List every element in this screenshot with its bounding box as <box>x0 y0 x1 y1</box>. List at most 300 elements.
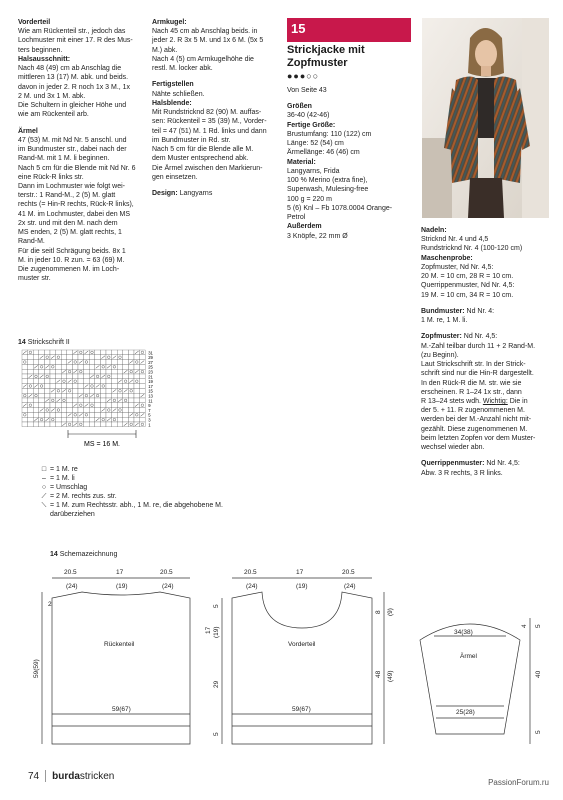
chart-cell <box>100 379 106 384</box>
instructions-column-2 <box>152 18 280 198</box>
chart-cell <box>33 369 39 374</box>
chart-cell <box>44 393 50 398</box>
front-dim-right-b: 48 <box>375 670 382 678</box>
chart-cell <box>89 355 95 360</box>
chart-cell <box>117 355 123 360</box>
chart-cell <box>67 384 73 389</box>
chart-cell <box>117 388 123 393</box>
chart-cell <box>84 398 90 403</box>
model-photo <box>422 18 549 218</box>
chart-cell <box>61 403 67 408</box>
chart-cell <box>95 350 101 355</box>
chart-cell <box>84 364 90 369</box>
chart-cell <box>50 422 56 427</box>
chart-cell <box>95 403 101 408</box>
chart-cell <box>78 379 84 384</box>
chart-cell <box>78 369 84 374</box>
chart-cell <box>44 403 50 408</box>
front-dim-top-right: 20.5 <box>342 569 355 576</box>
groessen-heading: Größen <box>287 103 312 111</box>
chart-cell <box>56 422 62 427</box>
chart-cell <box>28 379 34 384</box>
chart-cell <box>78 403 84 408</box>
brand-bold: burda <box>52 771 80 782</box>
chart-cell <box>61 408 67 413</box>
legend-text: = 2 M. rechts zus. str. <box>50 493 117 500</box>
chart-cell <box>89 422 95 427</box>
chart-cell <box>50 412 56 417</box>
chart-cell <box>123 403 129 408</box>
chart-cell <box>22 398 28 403</box>
legend-item <box>38 492 338 501</box>
chart-cell <box>67 422 73 427</box>
zopfmuster-paragraph: Zopfmuster: Nd Nr. 4,5: M.-Zahl teilbar durch 11 + 2 Rand-M. (zu Beginn). Laut Strickschrift str. In der Strick- schrift sind nur die Hin-R dargestellt. In den Rück-R die M. str. wie sie erscheinen. R 1–24 1x str., dann R 13–24 stets wdh. Wichtig: Die in der 5. + 11. R zugenommenen M. werden bei der M.-Anzahl nicht mit- gezählt. Diese zugenommenen M. beim letzten Zopfen vor dem Muster- wechsel wieder abn. <box>421 333 536 452</box>
chart-cell <box>61 364 67 369</box>
chart-cell <box>44 355 50 360</box>
chart-cell <box>112 379 118 384</box>
legend-item <box>38 501 338 517</box>
brand-light: stricken <box>79 771 115 782</box>
chart-cell <box>72 388 78 393</box>
chart-cell <box>95 393 101 398</box>
chart-row-number: 29 <box>148 355 153 361</box>
chart-cell <box>61 384 67 389</box>
chart-cell <box>56 360 62 365</box>
chart-cell <box>100 369 106 374</box>
chart-cell <box>123 379 129 384</box>
chart-cell <box>117 369 123 374</box>
schematic-drawing <box>0 558 563 748</box>
pattern-number: 15 <box>291 21 306 36</box>
chart-cell <box>39 422 45 427</box>
chart-cell <box>112 398 118 403</box>
chart-cell <box>44 408 50 413</box>
chart-cell <box>134 374 140 379</box>
chart-cell <box>112 393 118 398</box>
sleeve-label: Ärmel <box>460 653 477 660</box>
instructions-column-4 <box>421 226 547 478</box>
chart-cell <box>44 369 50 374</box>
chart-cell <box>117 374 123 379</box>
chart-cell <box>67 369 73 374</box>
chart-cell <box>67 393 73 398</box>
chart-cell <box>89 364 95 369</box>
chart-cell <box>89 388 95 393</box>
chart-cell <box>112 422 118 427</box>
chart-cell <box>123 350 129 355</box>
front-dim-top-left: 20.5 <box>244 569 257 576</box>
chart-cell <box>28 388 34 393</box>
chart-cell <box>50 350 56 355</box>
chart-cell <box>106 422 112 427</box>
legend-symbol: – <box>42 475 46 482</box>
chart-row-numbers <box>148 350 153 427</box>
instructions-column-3 <box>287 86 409 241</box>
chart-cell <box>89 403 95 408</box>
sleeve-outline <box>420 624 520 734</box>
chart-cell <box>56 388 62 393</box>
chart-cell <box>89 384 95 389</box>
chart-cell <box>22 364 28 369</box>
chart-cell <box>28 412 34 417</box>
chart-cell <box>84 393 90 398</box>
fertige-groesse-heading: Fertige Größe: <box>287 121 336 129</box>
chart-cell <box>67 388 73 393</box>
back-dim-side-left: 59(59) <box>33 659 40 678</box>
chart-cell <box>140 379 146 384</box>
chart-cell <box>33 350 39 355</box>
chart-cell <box>134 417 140 422</box>
chart-cell <box>22 374 28 379</box>
chart-cell <box>128 369 134 374</box>
legend-text: = Umschlag <box>50 484 88 491</box>
difficulty-rating: ●●●○○ <box>287 71 320 81</box>
sleeve-dim-right-a: 4 <box>521 624 528 628</box>
chart-cell <box>128 417 134 422</box>
chart-cell <box>128 374 134 379</box>
legend-item <box>38 483 338 492</box>
chart-cell <box>84 355 90 360</box>
back-dim-side-top: 2 <box>48 601 52 608</box>
chart-cell <box>100 364 106 369</box>
chart-cell <box>95 388 101 393</box>
chart-cell <box>112 417 118 422</box>
chart-cell <box>89 379 95 384</box>
chart-cell <box>39 360 45 365</box>
chart-cell <box>50 379 56 384</box>
chart-cell <box>140 422 146 427</box>
chart-cell <box>112 384 118 389</box>
chart-cell <box>84 369 90 374</box>
chart-cell <box>123 355 129 360</box>
chart-cell <box>112 374 118 379</box>
chart-cell <box>78 364 84 369</box>
chart-cell <box>33 388 39 393</box>
chart-cell <box>33 403 39 408</box>
chart-cell <box>44 422 50 427</box>
chart-cell <box>78 374 84 379</box>
chart-cell <box>117 417 123 422</box>
front-dim-right-b-alt: (49) <box>387 670 394 682</box>
chart-cell <box>95 355 101 360</box>
chart-cell <box>39 412 45 417</box>
model-photo-image <box>422 18 549 218</box>
material-heading: Material: <box>287 158 316 166</box>
chart-cell <box>95 422 101 427</box>
chart-cell <box>89 350 95 355</box>
chart-cell <box>28 360 34 365</box>
chart-row-number: 5 <box>148 412 151 418</box>
back-dim-top-right: 20.5 <box>160 569 173 576</box>
chart-cell <box>22 379 28 384</box>
fertigstellen-heading: Fertigstellen <box>152 81 194 89</box>
chart-cell <box>95 412 101 417</box>
armkugel-heading: Armkugel: <box>152 19 187 26</box>
chart-cell <box>123 393 129 398</box>
chart-cell <box>134 388 140 393</box>
chart-cell <box>134 408 140 413</box>
design-credit: Design: Langyarns <box>152 189 213 197</box>
chart-cell <box>84 412 90 417</box>
chart-cell <box>44 374 50 379</box>
chart-cell <box>112 364 118 369</box>
ausserdem-text: 3 Knöpfe, 22 mm Ø <box>287 232 348 240</box>
chart-cell <box>117 360 123 365</box>
nadeln-heading: Nadeln: <box>421 227 447 234</box>
chart-cell <box>89 412 95 417</box>
chart-cell <box>123 374 129 379</box>
chart-cell <box>67 417 73 422</box>
chart-cell <box>112 350 118 355</box>
chart-cell <box>84 422 90 427</box>
chart-cell <box>106 360 112 365</box>
chart-cell <box>117 350 123 355</box>
vorderteil-text: Wie am Rückenteil str., jedoch das Lochmuster mit einer 17. R des Mus- ters beginnen. <box>18 28 133 54</box>
maschenprobe-text: Zopfmuster, Nd Nr. 4,5: 20 M. = 10 cm, 28 R = 10 cm. Querrippenmuster, Nd Nr. 4,5: 19 M. = 10 cm, 34 R = 10 cm. <box>421 263 515 299</box>
chart-cell <box>95 369 101 374</box>
chart-cell <box>72 379 78 384</box>
chart-cell <box>100 360 106 365</box>
chart-cell <box>50 364 56 369</box>
chart-cell <box>72 398 78 403</box>
back-dim-bottom: 59(67) <box>112 706 131 713</box>
watermark: PassionForum.ru <box>488 778 549 787</box>
chart-cell <box>61 412 67 417</box>
chart-cell <box>44 360 50 365</box>
chart-cell <box>56 403 62 408</box>
chart-cell <box>117 393 123 398</box>
chart-cell <box>84 388 90 393</box>
chart-cell <box>22 408 28 413</box>
chart-row-number: 7 <box>148 407 151 413</box>
chart-cell <box>100 412 106 417</box>
chart-cell <box>44 350 50 355</box>
chart-cell <box>95 408 101 413</box>
chart-cell <box>100 403 106 408</box>
chart-cell <box>106 403 112 408</box>
chart-cell <box>84 374 90 379</box>
chart-cell <box>56 393 62 398</box>
chart-cell <box>39 364 45 369</box>
chart-row-number: 3 <box>148 417 151 423</box>
back-dim-top-left: 20.5 <box>64 569 77 576</box>
chart-cell <box>140 384 146 389</box>
chart-cell <box>100 388 106 393</box>
chart-cell <box>78 398 84 403</box>
back-dim-top-middle: 17 <box>116 569 124 576</box>
chart-cell <box>84 360 90 365</box>
chart-cell <box>140 398 146 403</box>
chart-cell <box>56 369 62 374</box>
chart-cell <box>28 398 34 403</box>
chart-cell <box>100 398 106 403</box>
front-dim-bottom: 59(67) <box>292 706 311 713</box>
chart-cell <box>128 408 134 413</box>
chart-cell <box>72 374 78 379</box>
halsblende-heading: Halsblende: <box>152 99 192 107</box>
chart-cell <box>106 350 112 355</box>
chart-cell <box>112 412 118 417</box>
chart-cell <box>28 355 34 360</box>
front-dim-top-left-alt: (24) <box>246 583 258 590</box>
chart-cell <box>50 360 56 365</box>
armkugel-text: Nach 45 cm ab Anschlag beids. in jeder 2. R 3x 5 M. und 1x 6 M. (5x 5 M.) abk. Nach 4 (5) cm Armkugelhöhe die restl. M. locker abk. <box>152 28 264 73</box>
page-number: 74 <box>28 771 40 782</box>
chart-cell <box>28 417 34 422</box>
chart-cell <box>22 422 28 427</box>
chart-cell <box>61 350 67 355</box>
chart-cell <box>123 364 129 369</box>
groessen-text: 36-40 (42-46) <box>287 112 330 120</box>
legend-symbol: ⟋ <box>41 493 47 500</box>
chart-row-number: 13 <box>148 393 153 399</box>
chart-cell <box>39 403 45 408</box>
chart-cell <box>140 364 146 369</box>
chart-cell <box>95 398 101 403</box>
legend-text: = 1 M. zum Rechtsstr. abh., 1 M. re, die abgehobene M. darüberziehen <box>50 502 223 519</box>
chart-cell <box>72 364 78 369</box>
chart-cell <box>84 408 90 413</box>
chart-cell <box>28 369 34 374</box>
vorderteil-heading: Vorderteil <box>18 19 51 26</box>
chart-cell <box>78 355 84 360</box>
chart-cell <box>39 393 45 398</box>
bundmuster-paragraph: Bundmuster: Nd Nr. 4: 1 M. re, 1 M. li. <box>421 307 495 325</box>
chart-title: 14 Strickschrift II <box>18 339 70 346</box>
chart-cell <box>28 364 34 369</box>
chart-cell <box>128 350 134 355</box>
ms-label: MS = 16 M. <box>84 441 120 448</box>
chart-cell <box>134 412 140 417</box>
chart-cell <box>89 398 95 403</box>
chart-cell <box>128 422 134 427</box>
chart-cell <box>123 384 129 389</box>
legend-item <box>38 465 338 474</box>
chart-row-number: 31 <box>148 350 153 356</box>
chart-cell <box>50 384 56 389</box>
chart-cell <box>39 369 45 374</box>
chart-cell <box>72 408 78 413</box>
material-text: Langyarns, Frida 100 % Merino (extra fine), Superwash, Mulesing-free 100 g = 220 m 5 (6) Knl – Fb 1078.0004 Orange- Petrol <box>287 167 393 222</box>
chart-row-number: 11 <box>148 398 153 404</box>
chart-cell <box>128 398 134 403</box>
legend-text: = 1 M. re <box>50 466 78 473</box>
front-dim-right-a-alt: (9) <box>387 608 394 616</box>
sleeve-dim-right-c: 5 <box>535 730 542 734</box>
chart-cell <box>117 412 123 417</box>
chart-cell <box>100 393 106 398</box>
chart-cell <box>140 417 146 422</box>
chart-cell <box>33 379 39 384</box>
chart-cell <box>56 374 62 379</box>
chart-cell <box>140 374 146 379</box>
chart-cell <box>106 369 112 374</box>
chart-row-number: 17 <box>148 383 153 389</box>
chart-cell <box>39 417 45 422</box>
chart-cell <box>72 393 78 398</box>
chart-cell <box>72 360 78 365</box>
chart-row-number: 25 <box>148 364 153 370</box>
chart-cell <box>100 422 106 427</box>
chart-cell <box>100 350 106 355</box>
front-dim-left-a: 5 <box>213 604 220 608</box>
front-piece-outline <box>232 592 372 744</box>
querrippen-paragraph: Querrippenmuster: Nd Nr. 4,5: Abw. 3 R rechts, 3 R links. <box>421 460 520 477</box>
chart-cell <box>123 398 129 403</box>
chart-cell <box>84 379 90 384</box>
chart-cell <box>56 384 62 389</box>
chart-cell <box>134 398 140 403</box>
chart-cell <box>106 412 112 417</box>
chart-row-number: 21 <box>148 374 153 380</box>
ausserdem-heading: Außerdem <box>287 223 322 231</box>
chart-cell <box>72 412 78 417</box>
chart-cell <box>28 422 34 427</box>
fertige-groesse-text: Brustumfang: 110 (122) cm Länge: 52 (54) cm Ärmellänge: 46 (46) cm <box>287 130 372 157</box>
chart-cell <box>128 393 134 398</box>
chart-cell <box>78 417 84 422</box>
chart-cell <box>134 360 140 365</box>
chart-cell <box>44 412 50 417</box>
chart-cell <box>22 388 28 393</box>
chart-cell <box>67 403 73 408</box>
pattern-number-badge <box>287 18 411 42</box>
front-dim-left-b: 17 <box>205 626 212 634</box>
instructions-column-1 <box>18 18 144 284</box>
chart-cell <box>106 355 112 360</box>
chart-cell <box>33 355 39 360</box>
chart-cell <box>61 417 67 422</box>
back-dim-top-left-alt: (24) <box>66 583 78 590</box>
chart-cell <box>123 360 129 365</box>
chart-cell <box>61 398 67 403</box>
halsausschnitt-text: Nach 48 (49) cm ab Anschlag die mittleren 13 (17) M. abk. und beids. davon in jeder 2. R noch 1x 3 M., 1x 2 M. und 3x 1 M. abk. Die Schultern in gleicher Höhe und wie am Rückenteil arb. <box>18 65 131 119</box>
chart-cell <box>112 360 118 365</box>
chart-cell <box>33 360 39 365</box>
chart-cell <box>39 398 45 403</box>
chart-cell <box>44 379 50 384</box>
chart-cell <box>50 403 56 408</box>
chart-cell <box>134 379 140 384</box>
chart-cell <box>106 374 112 379</box>
chart-cell <box>67 398 73 403</box>
chart-cell <box>78 384 84 389</box>
chart-cell <box>61 374 67 379</box>
chart-cell <box>39 379 45 384</box>
chart-cell <box>123 408 129 413</box>
chart-cell <box>56 417 62 422</box>
chart-cell <box>140 403 146 408</box>
front-piece-label: Vorderteil <box>288 641 316 648</box>
chart-cell <box>128 384 134 389</box>
chart-cell <box>22 417 28 422</box>
chart-legend <box>38 465 338 517</box>
chart-cell <box>72 355 78 360</box>
chart-cell <box>134 384 140 389</box>
chart-cell <box>50 393 56 398</box>
chart-row-number: 1 <box>148 422 151 428</box>
legend-symbol: □ <box>41 466 47 473</box>
chart-cell <box>33 374 39 379</box>
chart-cell <box>22 369 28 374</box>
chart-cell <box>33 408 39 413</box>
chart-cell <box>67 374 73 379</box>
chart-cell <box>67 364 73 369</box>
chart-cell <box>89 369 95 374</box>
chart-cell <box>134 393 140 398</box>
chart-cell <box>128 403 134 408</box>
chart-cell <box>100 384 106 389</box>
